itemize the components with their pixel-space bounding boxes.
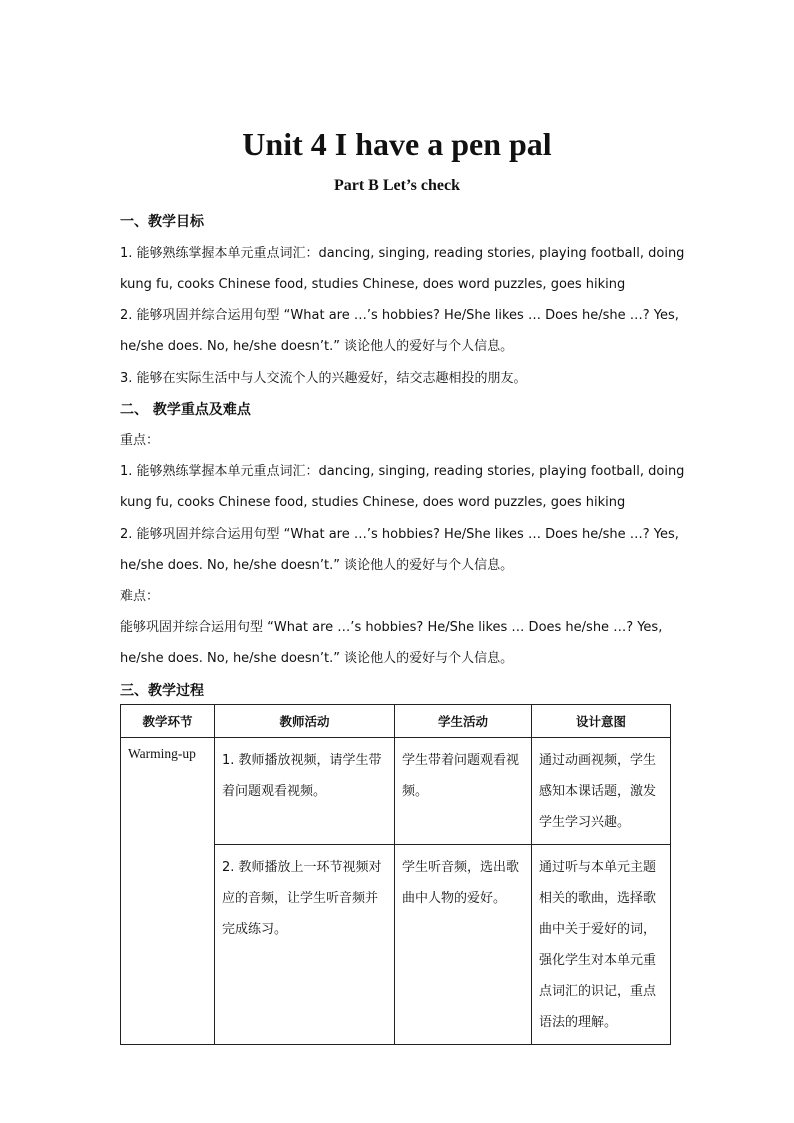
objective-1-line-2: kung fu, cooks Chinese food, studies Chinese, does word puzzles, goes hiking <box>120 277 626 292</box>
key-points-label: 重点： <box>120 433 160 448</box>
teacher-activity-cell: 1. 教师播放视频，请学生带着问题观看视频。 <box>215 738 395 845</box>
key-point-2-line-2: he/she does. No, he/she doesn’t.” 谈论他人的爱好与个人信息。 <box>120 558 514 573</box>
section-heading-objectives: 一、教学目标 <box>120 214 204 230</box>
column-header-phase: 教学环节 <box>121 705 215 738</box>
objective-1-line-1: 1. 能够熟练掌握本单元重点词汇：dancing, singing, reading stories, playing football, doing <box>120 246 685 261</box>
section-heading-key-points: 二、 教学重点及难点 <box>120 402 251 418</box>
student-activity-cell: 学生听音频，选出歌曲中人物的爱好。 <box>395 845 532 1045</box>
difficulty-line-2: he/she does. No, he/she doesn’t.” 谈论他人的爱好与个人信息。 <box>120 651 514 666</box>
document-title: Unit 4 I have a pen pal <box>242 126 552 162</box>
phase-cell: Warming-up <box>121 738 215 1045</box>
key-point-2-line-1: 2. 能够巩固并综合运用句型 “What are …’s hobbies? He/She likes … Does he/she …? Yes, <box>120 527 679 542</box>
column-header-teacher-activity: 教师活动 <box>215 705 395 738</box>
table-header-row <box>121 705 671 738</box>
document-subtitle: Part B Let’s check <box>333 177 461 194</box>
design-intent-cell: 通过动画视频，学生感知本课话题，激发学生学习兴趣。 <box>532 738 671 845</box>
objective-2-line-1: 2. 能够巩固并综合运用句型 “What are …’s hobbies? He/She likes … Does he/she …? Yes, <box>120 308 679 323</box>
column-header-student-activity: 学生活动 <box>395 705 532 738</box>
section-heading-process: 三、教学过程 <box>120 683 204 699</box>
objective-3: 3. 能够在实际生活中与人交流个人的兴趣爱好，结交志趣相投的朋友。 <box>120 371 527 386</box>
difficulty-label: 难点： <box>120 589 160 604</box>
teaching-process-table <box>120 704 671 1045</box>
key-point-1-line-2: kung fu, cooks Chinese food, studies Chinese, does word puzzles, goes hiking <box>120 495 626 510</box>
teacher-activity-cell: 2. 教师播放上一环节视频对应的音频，让学生听音频并完成练习。 <box>215 845 395 1045</box>
student-activity-cell: 学生带着问题观看视频。 <box>395 738 532 845</box>
column-header-design-intent: 设计意图 <box>532 705 671 738</box>
design-intent-cell: 通过听与本单元主题相关的歌曲，选择歌曲中关于爱好的词，强化学生对本单元重点词汇的识记，重点语法的理解。 <box>532 845 671 1045</box>
key-point-1-line-1: 1. 能够熟练掌握本单元重点词汇：dancing, singing, reading stories, playing football, doing <box>120 464 685 479</box>
table-row <box>121 738 671 845</box>
difficulty-line-1: 能够巩固并综合运用句型 “What are …’s hobbies? He/She likes … Does he/she …? Yes, <box>120 620 663 635</box>
objective-2-line-2: he/she does. No, he/she doesn’t.” 谈论他人的爱好与个人信息。 <box>120 339 514 354</box>
